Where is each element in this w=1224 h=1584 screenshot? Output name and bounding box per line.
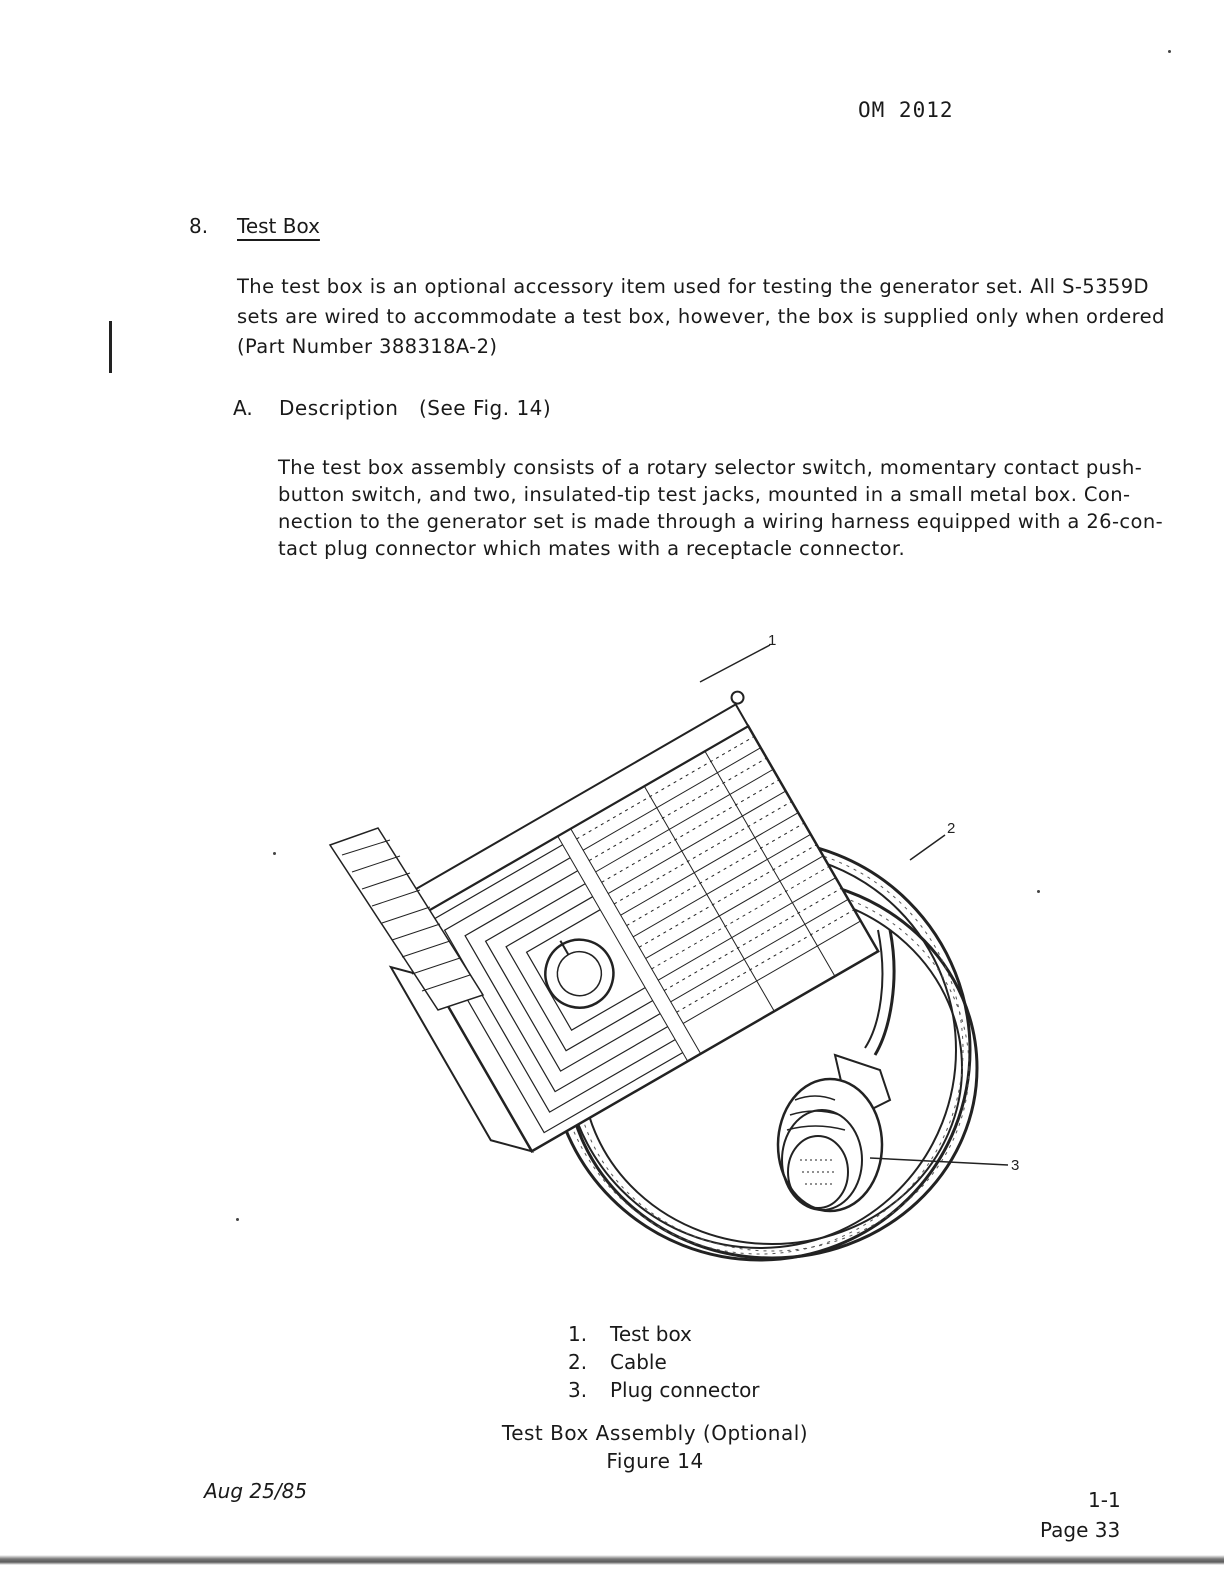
- description-line: The test box assembly consists of a rotary selector switch, momentary contact push-: [278, 456, 1143, 479]
- revision-date: Aug 25/85: [204, 1479, 308, 1503]
- legend-label: Test box: [610, 1322, 692, 1346]
- intro-line: The test box is an optional accessory item used for testing the generator set. All S-5359D: [237, 275, 1149, 298]
- legend-number: 3.: [568, 1378, 588, 1402]
- description-line: button switch, and two, insulated-tip test jacks, mounted in a small metal box. Con-: [278, 483, 1131, 506]
- legend-number: 2.: [568, 1350, 588, 1374]
- legend-item: [568, 1376, 760, 1404]
- intro-paragraph: [237, 272, 1165, 362]
- document-id: OM 2012: [858, 98, 954, 122]
- legend-label: Cable: [610, 1350, 667, 1374]
- subsection-letter: A.: [233, 396, 253, 420]
- legend-item: [568, 1320, 760, 1348]
- legend-item: [568, 1348, 760, 1376]
- section-title: Test Box: [237, 214, 320, 238]
- test-box-illustration: [290, 600, 1050, 1280]
- callout-leader-2: [910, 835, 945, 860]
- callout-leader-1: [700, 645, 770, 682]
- scan-speck: [1168, 50, 1171, 53]
- scan-bottom-edge: [0, 1555, 1224, 1565]
- scan-speck: [236, 1218, 239, 1221]
- figure-legend: [568, 1320, 760, 1404]
- plug-connector-drawing: [778, 1055, 890, 1211]
- callout-1: 1: [768, 632, 777, 649]
- intro-line: (Part Number 388318A-2): [237, 335, 498, 358]
- revision-change-bar: [109, 321, 112, 373]
- scan-speck: [273, 852, 276, 855]
- intro-line: sets are wired to accommodate a test box, however, the box is supplied only when ordered: [237, 305, 1165, 328]
- callout-3: 3: [1011, 1157, 1020, 1174]
- description-line: tact plug connector which mates with a receptacle connector.: [278, 537, 906, 560]
- legend-number: 1.: [568, 1322, 588, 1346]
- page-number: Page 33: [1040, 1518, 1121, 1542]
- legend-label: Plug connector: [610, 1378, 760, 1402]
- section-number: 8.: [189, 214, 209, 238]
- description-paragraph: [278, 454, 1163, 562]
- callout-2: 2: [947, 820, 956, 837]
- figure-caption-title: Test Box Assembly (Optional): [501, 1421, 809, 1445]
- description-line: nection to the generator set is made through a wiring harness equipped with a 26-con-: [278, 510, 1164, 533]
- page-code: 1-1: [1088, 1488, 1121, 1512]
- subsection-title: Description (See Fig. 14): [279, 396, 552, 420]
- scan-speck: [1037, 890, 1040, 893]
- figure-caption: [430, 1419, 880, 1475]
- figure-caption-number: Figure 14: [606, 1449, 704, 1473]
